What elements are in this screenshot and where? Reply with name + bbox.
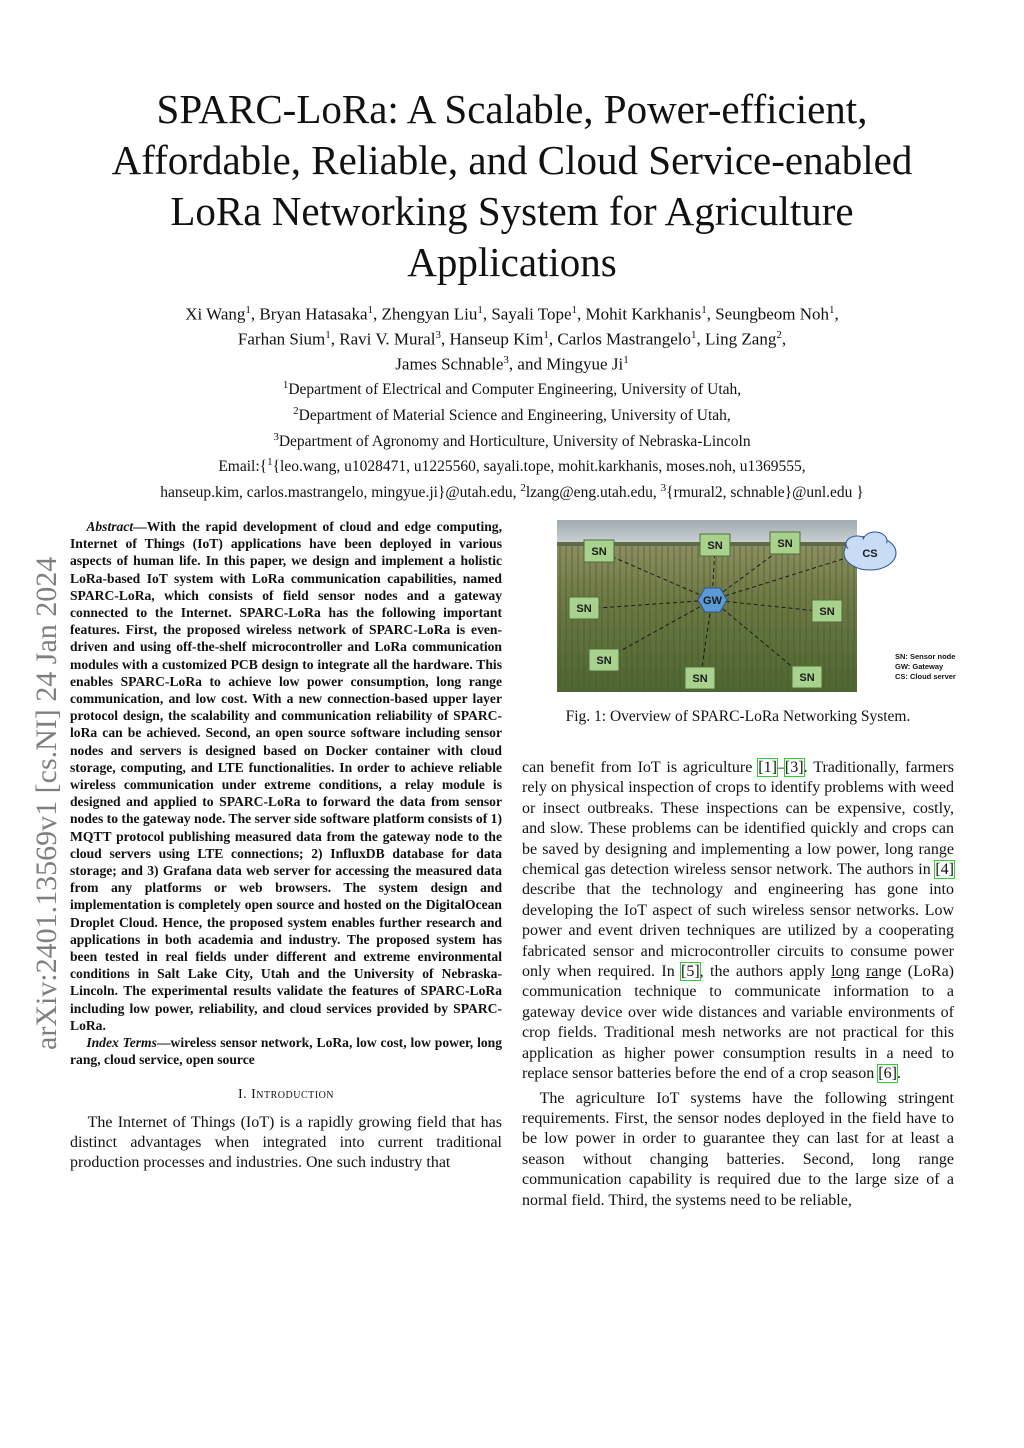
figure-1 [557,520,956,692]
index-terms: Index Terms—wireless sensor network, LoRa, low cost, low power, long rang, cloud service, open source [70,1035,502,1068]
svg-text:SN: SN [777,538,793,550]
author-line: James Schnable$^3$, and Mingyue Ji$^1$ [395,354,629,374]
title-line: Applications [407,239,617,285]
svg-text:SN: SN [576,603,592,615]
author-block [90,300,934,504]
email-line: Email:{$^1${leo.wang, u1028471, u1225560, sayali.tope, mohit.karkhanis, moses.noh, u1369555, [218,456,806,476]
affiliation: $^2$Department of Material Science and Engineering, University of Utah, [293,405,731,425]
network-overview-figure [557,520,878,692]
right-body [522,758,954,1211]
right-column [522,520,954,1211]
body-paragraph: can benefit from IoT is agriculture [1]–[3]. Traditionally, farmers rely on physical inspection of crops to identify problems with weed or insect outbreaks. These inspections can be expensive, costly, and slow. These problems can be identified quickly and crops can be saved by designing and implementing a low power, long range chemical gas detection wireless sensor network. The authors in [4] describe that the technology and engineering has gone into developing the IoT aspect of such wireless sensor networks. Low power and event driven techniques are utilized by a cooperating fabricated sensor and microcontroller circuits to consume power only when required. In [5], the authors apply long range (LoRa) communication technique to communicate information to a gateway device over wide distances and variable environments of crop fields. Traditional mesh networks are not practical for this application as higher power consumption results in a need to replace sensor batteries before the end of a crop season [6]. [522,759,954,1083]
svg-text:SN: SN [591,546,607,558]
intro-paragraph: The Internet of Things (IoT) is a rapidly growing field that has distinct advantages when integrated into current traditional production processes and industries. One such industry that [70,1113,502,1172]
citation-link[interactable]: [6] [878,1065,897,1083]
cloud-server [844,532,896,570]
svg-text:SN: SN [799,672,815,684]
cs-label: CS [862,548,878,560]
left-column [70,518,502,1174]
svg-text:SN: SN [692,673,708,685]
figure-caption: Fig. 1: Overview of SPARC-LoRa Networking System. [565,708,911,725]
title-line: Affordable, Reliable, and Cloud Service-enabled [111,137,913,183]
svg-text:SN: SN [707,540,723,552]
sensor-node [589,649,619,671]
abstract: Abstract—With the rapid development of cloud and edge computing, Internet of Things (IoT) applications have been deployed in various aspects of human life. In this paper, we design and implement a holistic LoRa-based IoT system with LoRa communication capabilities, named SPARC-LoRa, which consists of field sensor nodes and a gateway connected to the Internet. SPARC-LoRa has the following important features. First, the proposed wireless network of SPARC-LoRa is even-driven and using off-the-shelf microcontroller and LoRa communication modules with a customized PCB design to integrate all the hardware. This enables SPARC-LoRa to achieve low power consumption, long range communication, and low cost. With a new connection-based upper layer protocol design, the scalability and communication reliability of SPARC-loRa can be achieved. Second, an open source software including sensor nodes and servers is designed based on Docker container with cloud storage, computing, and LTE functionalities. In order to achieve reliable wireless communication under extreme conditions, a relay module is designed and applied to SPARC-LoRa to forward the data from sensor nodes to the gateway node. The server side software platform consists of 1) MQTT protocol publishing measured data from the gateway node to the cloud servers using LTE connections; 2) InfluxDB database for data storage; and 3) Grafana data web server for accessing the measured data from any platforms or web browsers. The system design and implementation is completely open source and hosted on the DigitalOcean Droplet Cloud. Hence, the proposed system enables further research and applications in both academia and industry. The proposed system has been tested in real fields under different and extreme environmental conditions in Salt Lake City, Utah and the University of Nebraska-Lincoln. The experimental results validate the features of SPARC-LoRa including low power, reliability, and cloud services provided by SPARC-LoRa. [70,519,502,1033]
sensor-node [700,534,730,556]
title-line: LoRa Networking System for Agriculture [170,188,854,234]
sensor-node [569,597,599,619]
citation-link[interactable]: [1] [758,759,777,776]
abstract-label: Abstract [86,519,134,534]
svg-text:SN: SN [596,655,612,667]
arxiv-stamp [18,460,68,1060]
affiliation: $^3$Department of Agronomy and Horticulture, University of Nebraska-Lincoln [273,430,751,450]
title-line: SPARC-LoRa: A Scalable, Power-efficient, [156,86,868,132]
paper-title [90,84,934,288]
affiliation: $^1$Department of Electrical and Computer Engineering, University of Utah, [282,379,742,399]
author-line: Xi Wang$^1$, Bryan Hatasaka$^1$, Zhengyan Liu$^1$, Sayali Tope$^1$, Mohit Karkhanis$^1$, Seungbeom Noh$^1$, [185,304,839,324]
email-line: hanseup.kim, carlos.mastrangelo, mingyue.ji}@utah.edu, $^2$lzang@eng.utah.edu, $^3${rmural2, schnable}@unl.edu } [160,482,864,502]
arxiv-id: arXiv:2401.13569v1 [cs.NI] 24 Jan 2024 [30,556,63,1050]
index-terms-label: Index Terms [86,1035,157,1051]
gw-label: GW [703,595,722,607]
author-line: Farhan Sium$^1$, Ravi V. Mural$^3$, Hanseup Kim$^1$, Carlos Mastrangelo$^1$, Ling Zang$^2$, [237,329,787,349]
sensor-node [685,667,715,689]
index-terms-text: wireless sensor network, LoRa, low cost, low power, long rang, cloud service, open source [70,1035,502,1068]
legend-item: SN: Sensor node [895,652,956,661]
sensor-node [770,532,800,554]
citation-link[interactable]: [5] [681,963,700,981]
legend-item: GW: Gateway [895,662,944,671]
gateway-node [698,588,727,612]
abstract-text: With the rapid development of cloud and edge computing, Internet of Things (IoT) applications have been deployed in various aspects of human life. In this paper, we design and implement a holistic LoRa-based IoT system with LoRa communication capabilities, named SPARC-LoRa, which consists of field sensor nodes and a gateway connected to the Internet. SPARC-LoRa has the following important features. First, the proposed wireless network of SPARC-LoRa is even-driven and using off-the-shelf microcontroller and LoRa communication modules with a customized PCB design to integrate all the hardware. This enables SPARC-LoRa to achieve low power consumption, long range communication, and low cost. With a new connection-based upper layer protocol design, the scalability and communication reliability of SPARC-loRa can be achieved. Second, an open source software including sensor nodes and servers is designed based on Docker container with cloud storage, computing, and LTE functionalities. In order to achieve reliable wireless communication under extreme conditions, a relay module is designed and applied to SPARC-LoRa to forward the data from sensor nodes to the gateway node. The server side software platform consists of 1) MQTT protocol publishing measured data from the gateway node to the cloud servers using LTE connections; 2) InfluxDB database for data storage; and 3) Grafana data web server for accessing the measured data from any platforms or web browsers. The system design and implementation is completely open source and hosted on the DigitalOcean Droplet Cloud. Hence, the proposed system enables further research and applications in both academia and industry. The proposed system has been tested in real fields under different and extreme environmental conditions in Salt Lake City, Utah and the University of Nebraska-Lincoln. The experimental results validate the features of SPARC-LoRa including low power, reliability, and cloud services provided by SPARC-LoRa. [70,519,502,1033]
svg-text:SN: SN [819,606,835,618]
citation-link[interactable]: [4] [935,861,954,879]
figure-legend [895,652,956,682]
legend-item: CS: Cloud server [895,672,956,681]
body-paragraph: The agriculture IoT systems have the following stringent requirements. First, the sensor nodes deployed in the field have to be low power in order to guarantee they can last for at least a season without changing batteries. Second, long range communication capability is required due to the large size of a normal field. Third, the systems need to be reliable, [522,1089,954,1209]
sensor-node [584,540,614,562]
sensor-node [812,600,842,622]
sensor-node [792,666,822,688]
citation-link[interactable]: [3] [784,759,804,776]
section-heading-introduction: I. Introduction [237,1086,335,1102]
